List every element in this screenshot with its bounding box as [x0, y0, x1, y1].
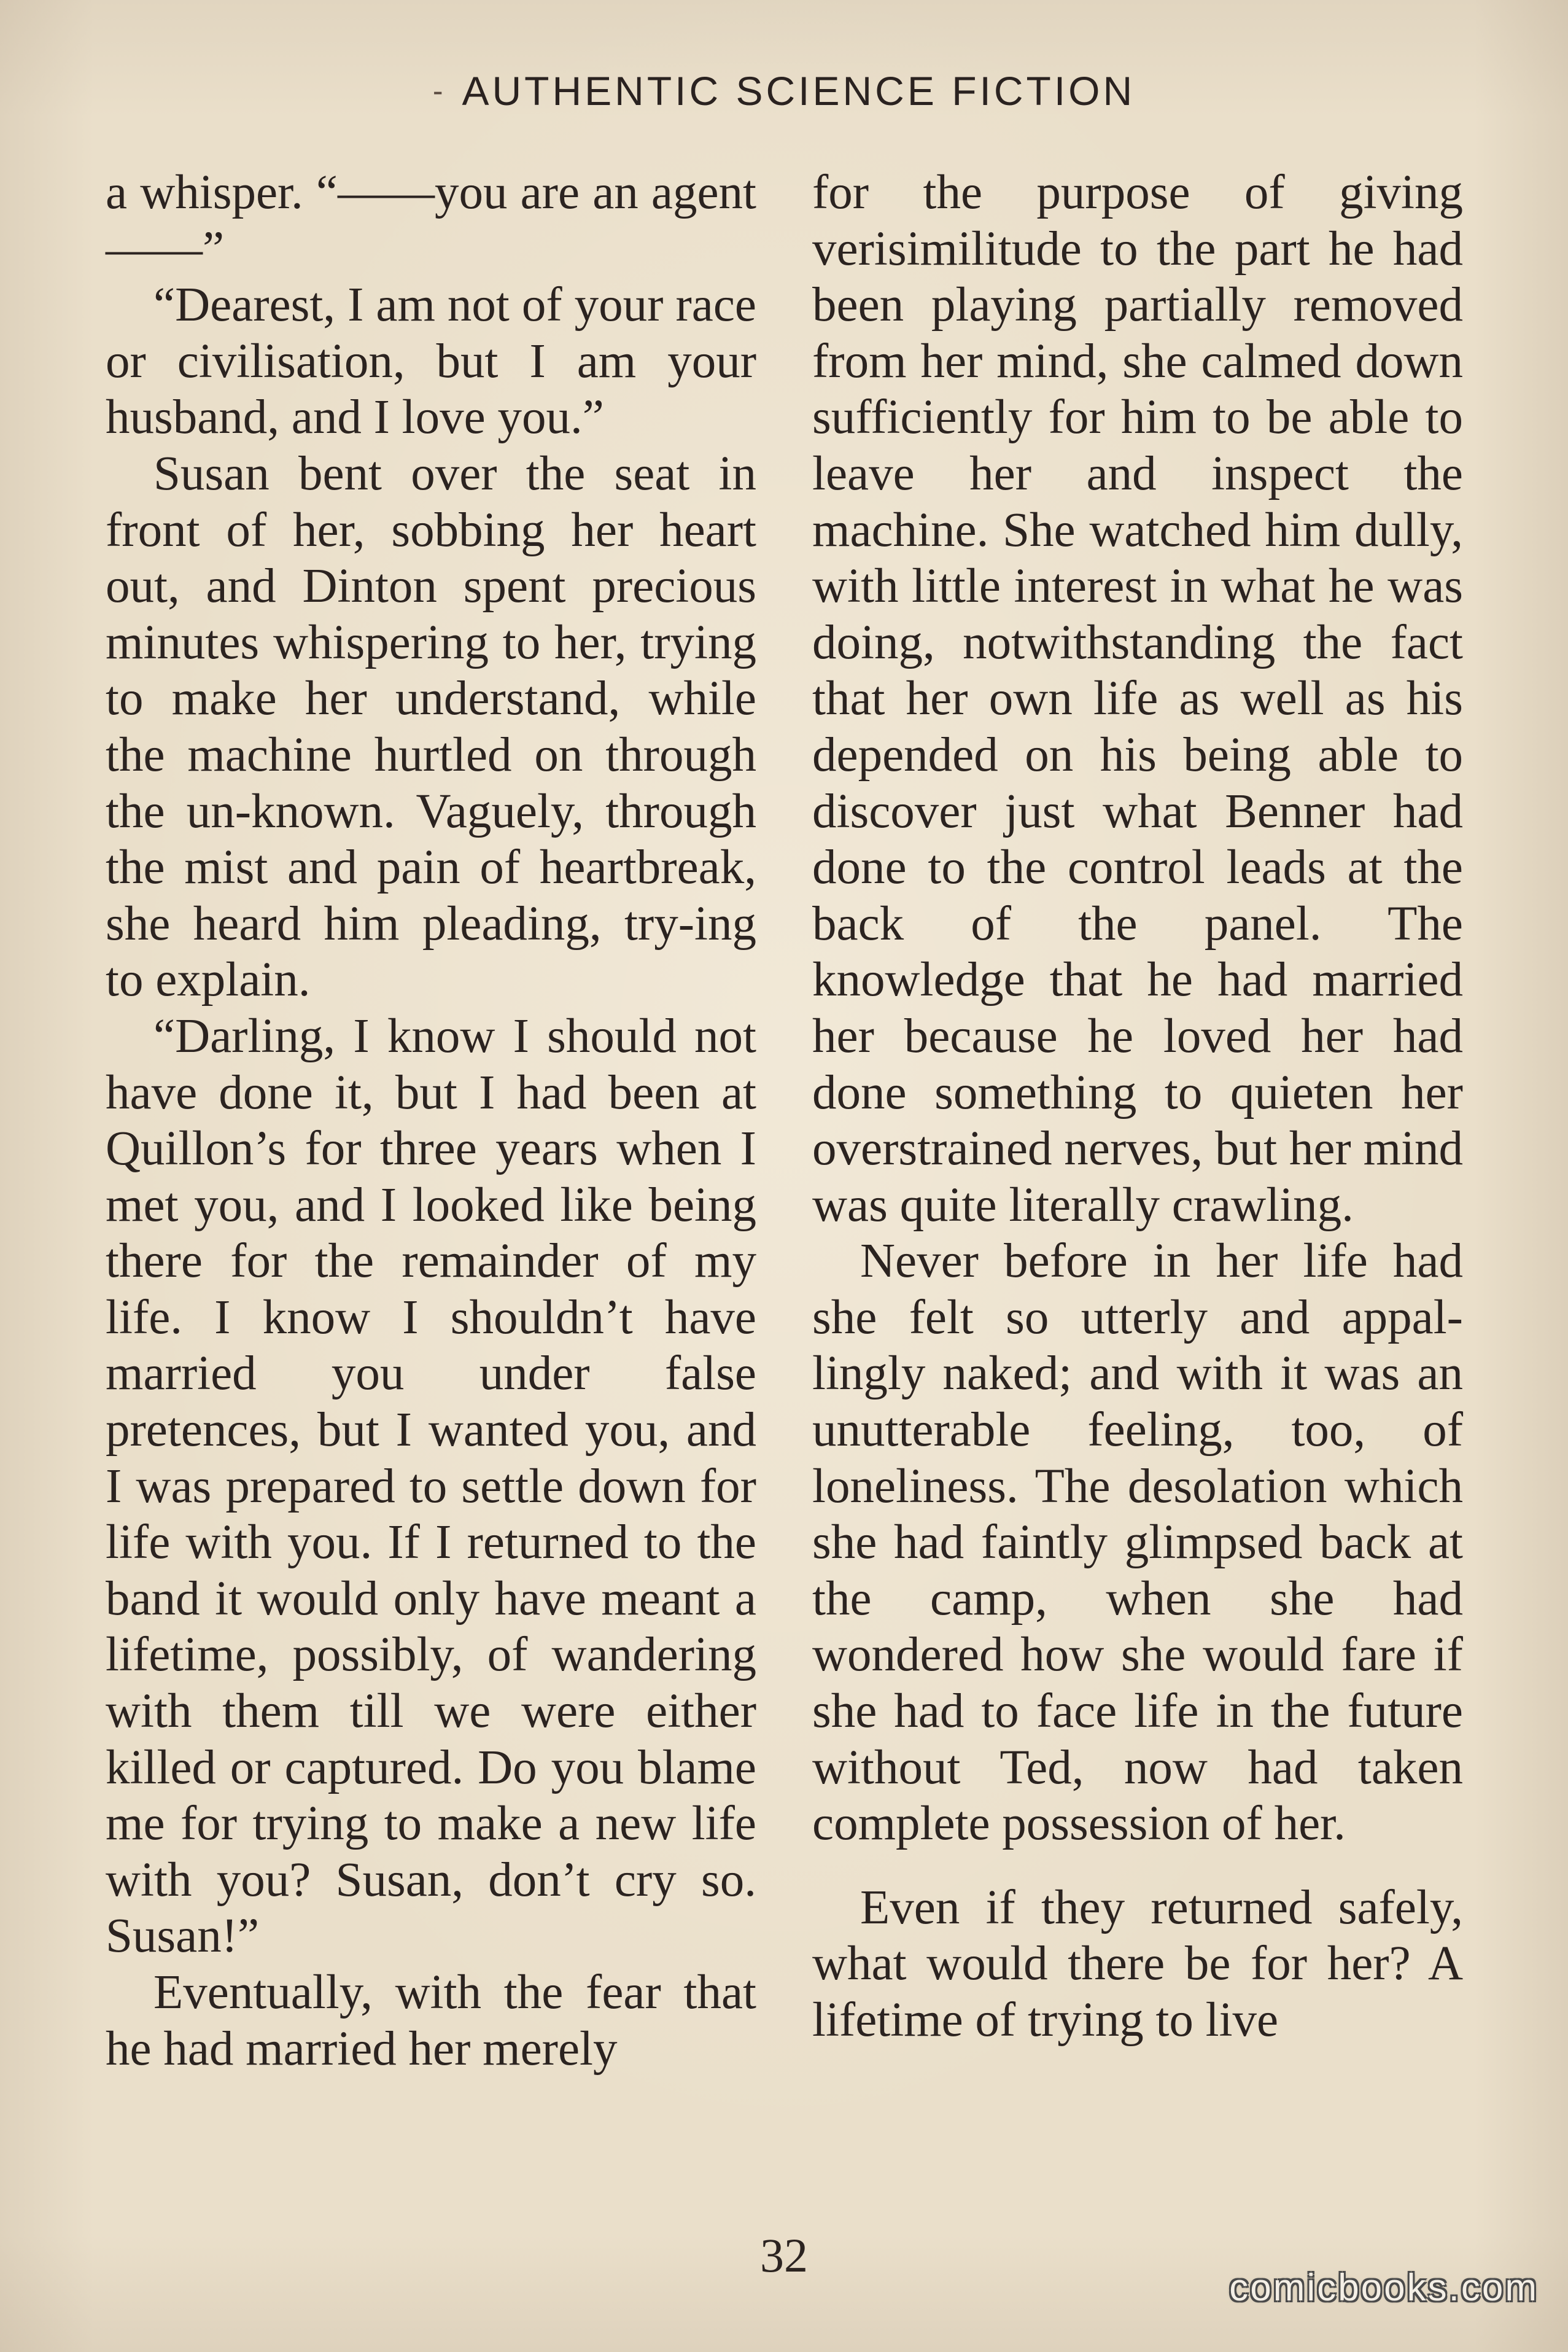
paragraph: Eventually, with the fear that he had married her merely: [106, 1966, 756, 2076]
magazine-title: AUTHENTIC SCIENCE FICTION: [462, 68, 1136, 114]
paragraph: Even if they returned safely, what would there be for her? A lifetime of trying to live: [812, 1880, 1463, 2047]
site-watermark: comicbooks.com: [1229, 2267, 1539, 2309]
paragraph: “Dearest, I am not of your race or civilisation, but I am your husband, and I love you.”: [106, 278, 756, 445]
running-head: [0, 68, 1568, 114]
paragraph: for the purpose of giving verisimilitude to the part he had been playing partially removed from her mind, she calmed down sufficiently for him to be able to leave her and inspect the machine. She watched him dully, with little interest in what he was doing, notwithstanding the fact that her own life as well as his depended on his being able to discover just what Benner had done to the control leads at the back of the panel. The knowledge that he had married her because he loved her had done something to quieten her overstrained nerves, but her mind was quite literally crawling.: [812, 166, 1463, 1232]
paragraph: Susan bent over the seat in front of her, sobbing her heart out, and Dinton spent precious minutes whispering to her, trying to make her understand, while the machine hurtled on through the un-known. Vaguely, through the mist and pain of heartbreak, she heard him pleading, try-ing to explain.: [106, 446, 756, 1007]
running-head-dash: -: [432, 74, 446, 108]
paragraph: a whisper. “——you are an agent——”: [106, 166, 756, 276]
paragraph: “Darling, I know I should not have done it, but I had been at Quillon’s for three years when I met you, and I looked like being there for the remainder of my life. I know I shouldn’t have married you under false pretences, but I wanted you, and I was prepared to settle down for life with you. If I returned to the band it would only have meant a lifetime, possibly, of wandering with them till we were either killed or captured. Do you blame me for trying to make a new life with you? Susan, don’t cry so. Susan!”: [106, 1009, 756, 1963]
left-column: [106, 165, 756, 2077]
paragraph: Never before in her life had she felt so utterly and appal-lingly naked; and with it was an unutterable feeling, too, of loneliness. The desolation which she had faintly glimpsed back at the camp, when she had wondered how she would fare if she had to face life in the future without Ted, now had taken complete possession of her.: [812, 1234, 1463, 1851]
right-column: [812, 165, 1463, 2049]
page-number: 32: [760, 2229, 808, 2282]
